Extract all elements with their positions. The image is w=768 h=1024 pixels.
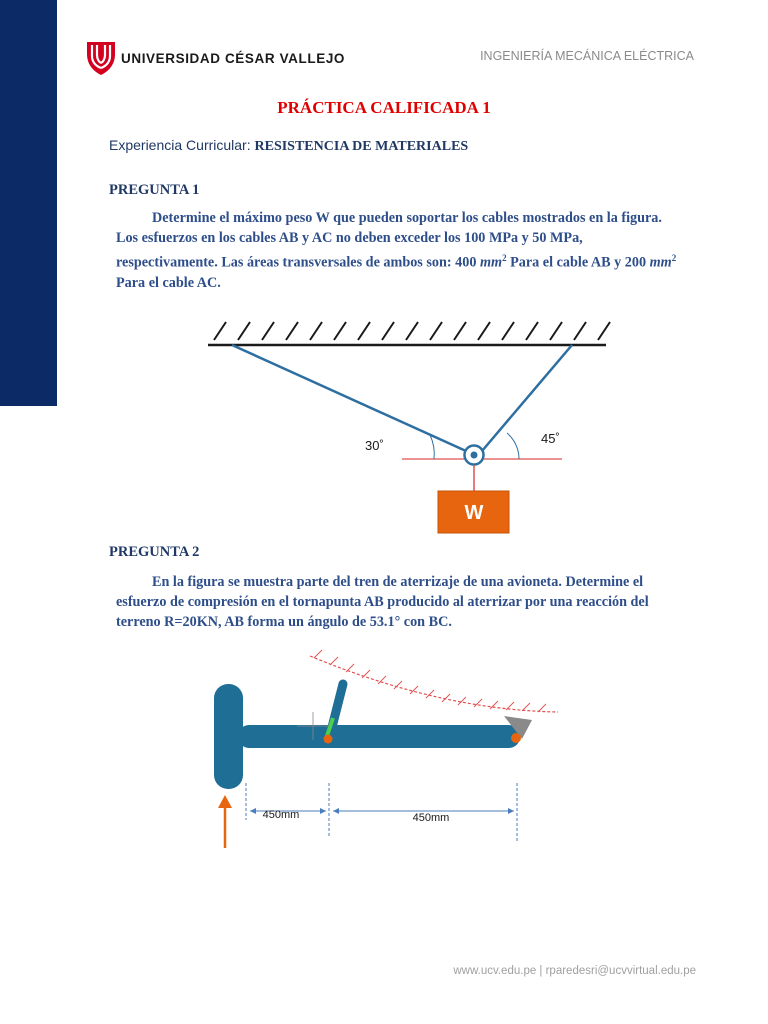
question-2-heading: PREGUNTA 2 [109, 544, 200, 560]
question-1-text-part3: Para el cable AC. [116, 274, 221, 291]
ring-joint-center [471, 452, 478, 459]
university-name: UNIVERSIDAD CÉSAR VALLEJO [121, 51, 346, 66]
ucv-shield-icon [85, 40, 117, 76]
angle-arc-left [430, 435, 434, 459]
footer-contact: www.ucv.edu.pe | rparedesri@ucvvirtual.edu.pe [453, 965, 696, 977]
question-1-unit2: mm [649, 254, 672, 271]
question-1-unit1: mm [479, 254, 503, 271]
beam-bc [238, 725, 520, 748]
angle-left-label: 30˚ [365, 438, 384, 453]
question-1-text-part1: Determine el máximo peso W que pueden soportar los cables mostrados en la figura. Los esfuerzos en los cables AB y AC no deben exceder los 100 MPa y 50 MPa, respectivamente. Las áreas transversales de ambos son: 400 [116, 210, 662, 271]
pin-b [324, 735, 333, 744]
question-2-text: En la figura se muestra parte del tren de aterrizaje de una avioneta. Determine el esfuerzo de compresión en el tornapunta AB producido al aterrizar por una reacción del terreno R=20KN, AB forma un ángulo de 53.1° con BC. [116, 574, 649, 630]
angle-right-label: 45˚ [541, 431, 560, 446]
question-1-text [116, 208, 678, 293]
question-1-figure [0, 310, 768, 540]
question-1-text-part2: Para el cable AB y 200 [506, 254, 650, 271]
ground-surface [310, 650, 558, 712]
university-logo [85, 40, 346, 78]
cable-ab [232, 345, 466, 451]
pin-c [511, 733, 521, 743]
question-1-heading: PREGUNTA 1 [109, 182, 200, 198]
course-line [109, 137, 468, 155]
question-1-exp2: 2 [671, 253, 677, 263]
dimension-label-right: 450mm [412, 812, 450, 824]
course-label: Experiencia Curricular: [109, 137, 255, 153]
question-2-figure [0, 640, 768, 860]
weight-label: W [464, 502, 484, 524]
angle-arc-right [507, 433, 519, 459]
dimension-label-left: 450mm [262, 809, 300, 821]
course-name: RESISTENCIA DE MATERIALES [254, 139, 469, 154]
question-1-exp1: 2 [502, 253, 507, 263]
reaction-arrow [218, 795, 232, 848]
department-name: INGENIERÍA MECÁNICA ELÉCTRICA [480, 49, 694, 63]
page-title: PRÁCTICA CALIFICADA 1 [277, 98, 491, 117]
ceiling-support [208, 322, 610, 345]
